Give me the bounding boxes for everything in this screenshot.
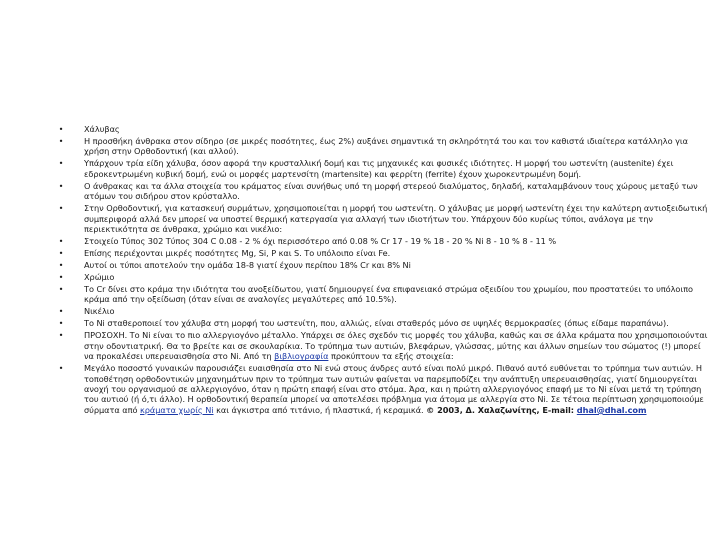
bibliography-link[interactable]: βιβλιογραφία <box>274 351 329 362</box>
item-text-after: και άγκιστρα από τιτάνιο, ή πλαστικά, ή κεραμικά. <box>213 404 427 415</box>
item-text: Μεγάλο ποσοστό γυναικών παρουσιάζει ευαισθησία στο Ni ενώ στους άνδρες αυτό είναι πολύ μικρό. Πιθανό αυτό ευθύνεται το τρύπημα των αυτιών. Η τοποθέτηση ορθοδοντικών μηχανημάτων πριν το τρύπημα των αυτιών φαίνεται να παρεμποδίζει την ανάπτυξη υπερευαισθησίας, γιατί δημιουργείται ανοχή του οργανισμού σε αλλεργιογόνο, όταν η πρώτη επαφή είναι στο στόμα. Άρα, και η πρώτη αλλεργιογόνος επαφή με το Ni είναι μετά τη τρύπηση του αυτιού (ή ό,τι άλλο). Η ορθοδοντική θεραπεία μπορεί να αποτελέσει πρόβλημα για άτομα με αλλεργία στο Ni. Σε τέτοια περίπτωση χρησιμοποιούμε σύρματα από <box>84 363 704 415</box>
list-item <box>56 248 708 258</box>
list-item <box>56 330 708 361</box>
list-item <box>56 284 708 305</box>
item-text: Το Ni σταθεροποιεί τον χάλυβα στη μορφή του ωστενίτη, που, αλλιώς, είναι σταθερός μόνο σε υψηλές θερμοκρασίες (όπως είδαμε παραπάνω). <box>84 318 669 329</box>
item-heading: Χάλυβας <box>84 124 120 134</box>
list-item <box>56 124 708 134</box>
bullet-icon: • <box>58 248 64 259</box>
email-link[interactable]: dhal@dhal.com <box>576 404 647 415</box>
bullet-icon: • <box>58 363 64 374</box>
list-item <box>56 236 708 246</box>
list-item <box>56 158 708 179</box>
item-text: ΠΡΟΣΟΧΗ. Το Ni είναι το πιο αλλεργιογόνο μέταλλο. Υπάρχει σε όλες σχεδόν τις μορφές του χάλυβα, καθώς και σε άλλα κράματα που χρησιμοποιούνται στην οδοντιατρική. Θα το βρείτε και σε σκουλαρίκια. Το τρύπημα των αυτιών, βλεφάρων, γλώσσας, μύτης και άλλων σημείων του σώματος (!) μπορεί να προκαλέσει υπερευαισθησία στο Ni. Από τη <box>84 330 708 362</box>
item-text: Αυτοί οι τύποι αποτελούν την ομάδα 18-8 γιατί έχουν περίπου 18% Cr και 8% Ni <box>84 260 411 271</box>
list-item <box>56 318 708 328</box>
list-item <box>56 136 708 157</box>
bullet-icon: • <box>58 236 64 247</box>
item-text: Επίσης περιέχονται μικρές ποσότητες Mg, Si, P και S. Το υπόλοιπο είναι Fe. <box>84 248 391 259</box>
list-item <box>56 260 708 270</box>
bullet-icon: • <box>58 158 64 169</box>
item-heading: Νικέλιο <box>84 306 115 317</box>
bullet-icon: • <box>58 272 64 283</box>
item-heading: Χρώμιο <box>84 272 115 283</box>
list-item <box>56 181 708 202</box>
item-text: Το Cr δίνει στο κράμα την ιδιότητα του ανοξείδωτου, γιατί δημιουργεί ένα επιφανειακό στρώμα οξειδίου του χρωμίου, που προστατεύει το υπόλοιπο κράμα από την οξείδωση (όταν είναι σε αναλογίες μεγαλύτερες από 10.5%). <box>84 284 693 305</box>
bullet-list <box>56 124 708 417</box>
list-item <box>56 203 708 234</box>
nickel-free-alloys-link[interactable]: κράματα χωρίς Ni <box>140 404 214 415</box>
item-text: Η προσθήκη άνθρακα στον σίδηρο (σε μικρές ποσότητες, έως 2%) αυξάνει σημαντικά τη σκληρότητά του και τον καθιστά ιδιαίτερα κατάλληλο για χρήση στην Ορθοδοντική (και αλλού). <box>84 136 688 157</box>
item-text: Στην Ορθοδοντική, για κατασκευή συρμάτων, χρησιμοποιείται η μορφή του ωστενίτη. Ο χάλυβας με μορφή ωστενίτη έχει την καλύτερη αντιοξειδωτική συμπεριφορά αλλά δεν μπορεί να υποστεί θερμική κατεργασία για αλλαγή των ιδιοτήτων του. Υπάρχουν δύο κυρίως τύποι, ανάλογα με την περιεκτικότητα σε άνθρακα, χρώμιο και νικέλιο: <box>84 203 708 235</box>
item-text: Ο άνθρακας και τα άλλα στοιχεία του κράματος είναι συνήθως υπό τη μορφή στερεού διαλύματος, δηλαδή, καταλαμβάνουν τους χώρους μεταξύ των ατόμων του σιδήρου στον κρύσταλλο. <box>84 180 698 202</box>
bullet-icon: • <box>58 284 64 295</box>
item-text: Στοιχείο Τύπος 302 Τύπος 304 C 0.08 - 2 % όχι περισσότερο από 0.08 % Cr 17 - 19 % 18 - 20 % Ni 8 - 10 % 8 - 11 % <box>84 236 557 247</box>
item-text-after: προκύπτουν τα εξής στοιχεία: <box>328 351 454 362</box>
bullet-icon: • <box>58 136 64 146</box>
list-item <box>56 363 708 415</box>
bullet-icon: • <box>58 203 64 214</box>
list-item <box>56 272 708 282</box>
bullet-icon: • <box>58 260 64 271</box>
bullet-icon: • <box>58 124 64 134</box>
bullet-icon: • <box>58 306 64 317</box>
bullet-icon: • <box>58 318 64 329</box>
bullet-icon: • <box>58 330 64 341</box>
list-item <box>56 306 708 316</box>
item-text: Υπάρχουν τρία είδη χάλυβα, όσον αφορά την κρυσταλλική δομή και τις μηχανικές και φυσικές ιδιότητες. Η μορφή του ωστενίτη (austenite) έχει εδροκεντρωμένη κυβική δομή, ενώ οι μορφές μαρτενσίτη (martensite) και φερρίτη (ferrite) έχουν χωροκεντρωμένη δομή. <box>84 158 674 179</box>
copyright-notice: © 2003, Δ. Χαλαζωνίτης, E-mail: <box>426 404 577 415</box>
bullet-icon: • <box>58 180 64 191</box>
